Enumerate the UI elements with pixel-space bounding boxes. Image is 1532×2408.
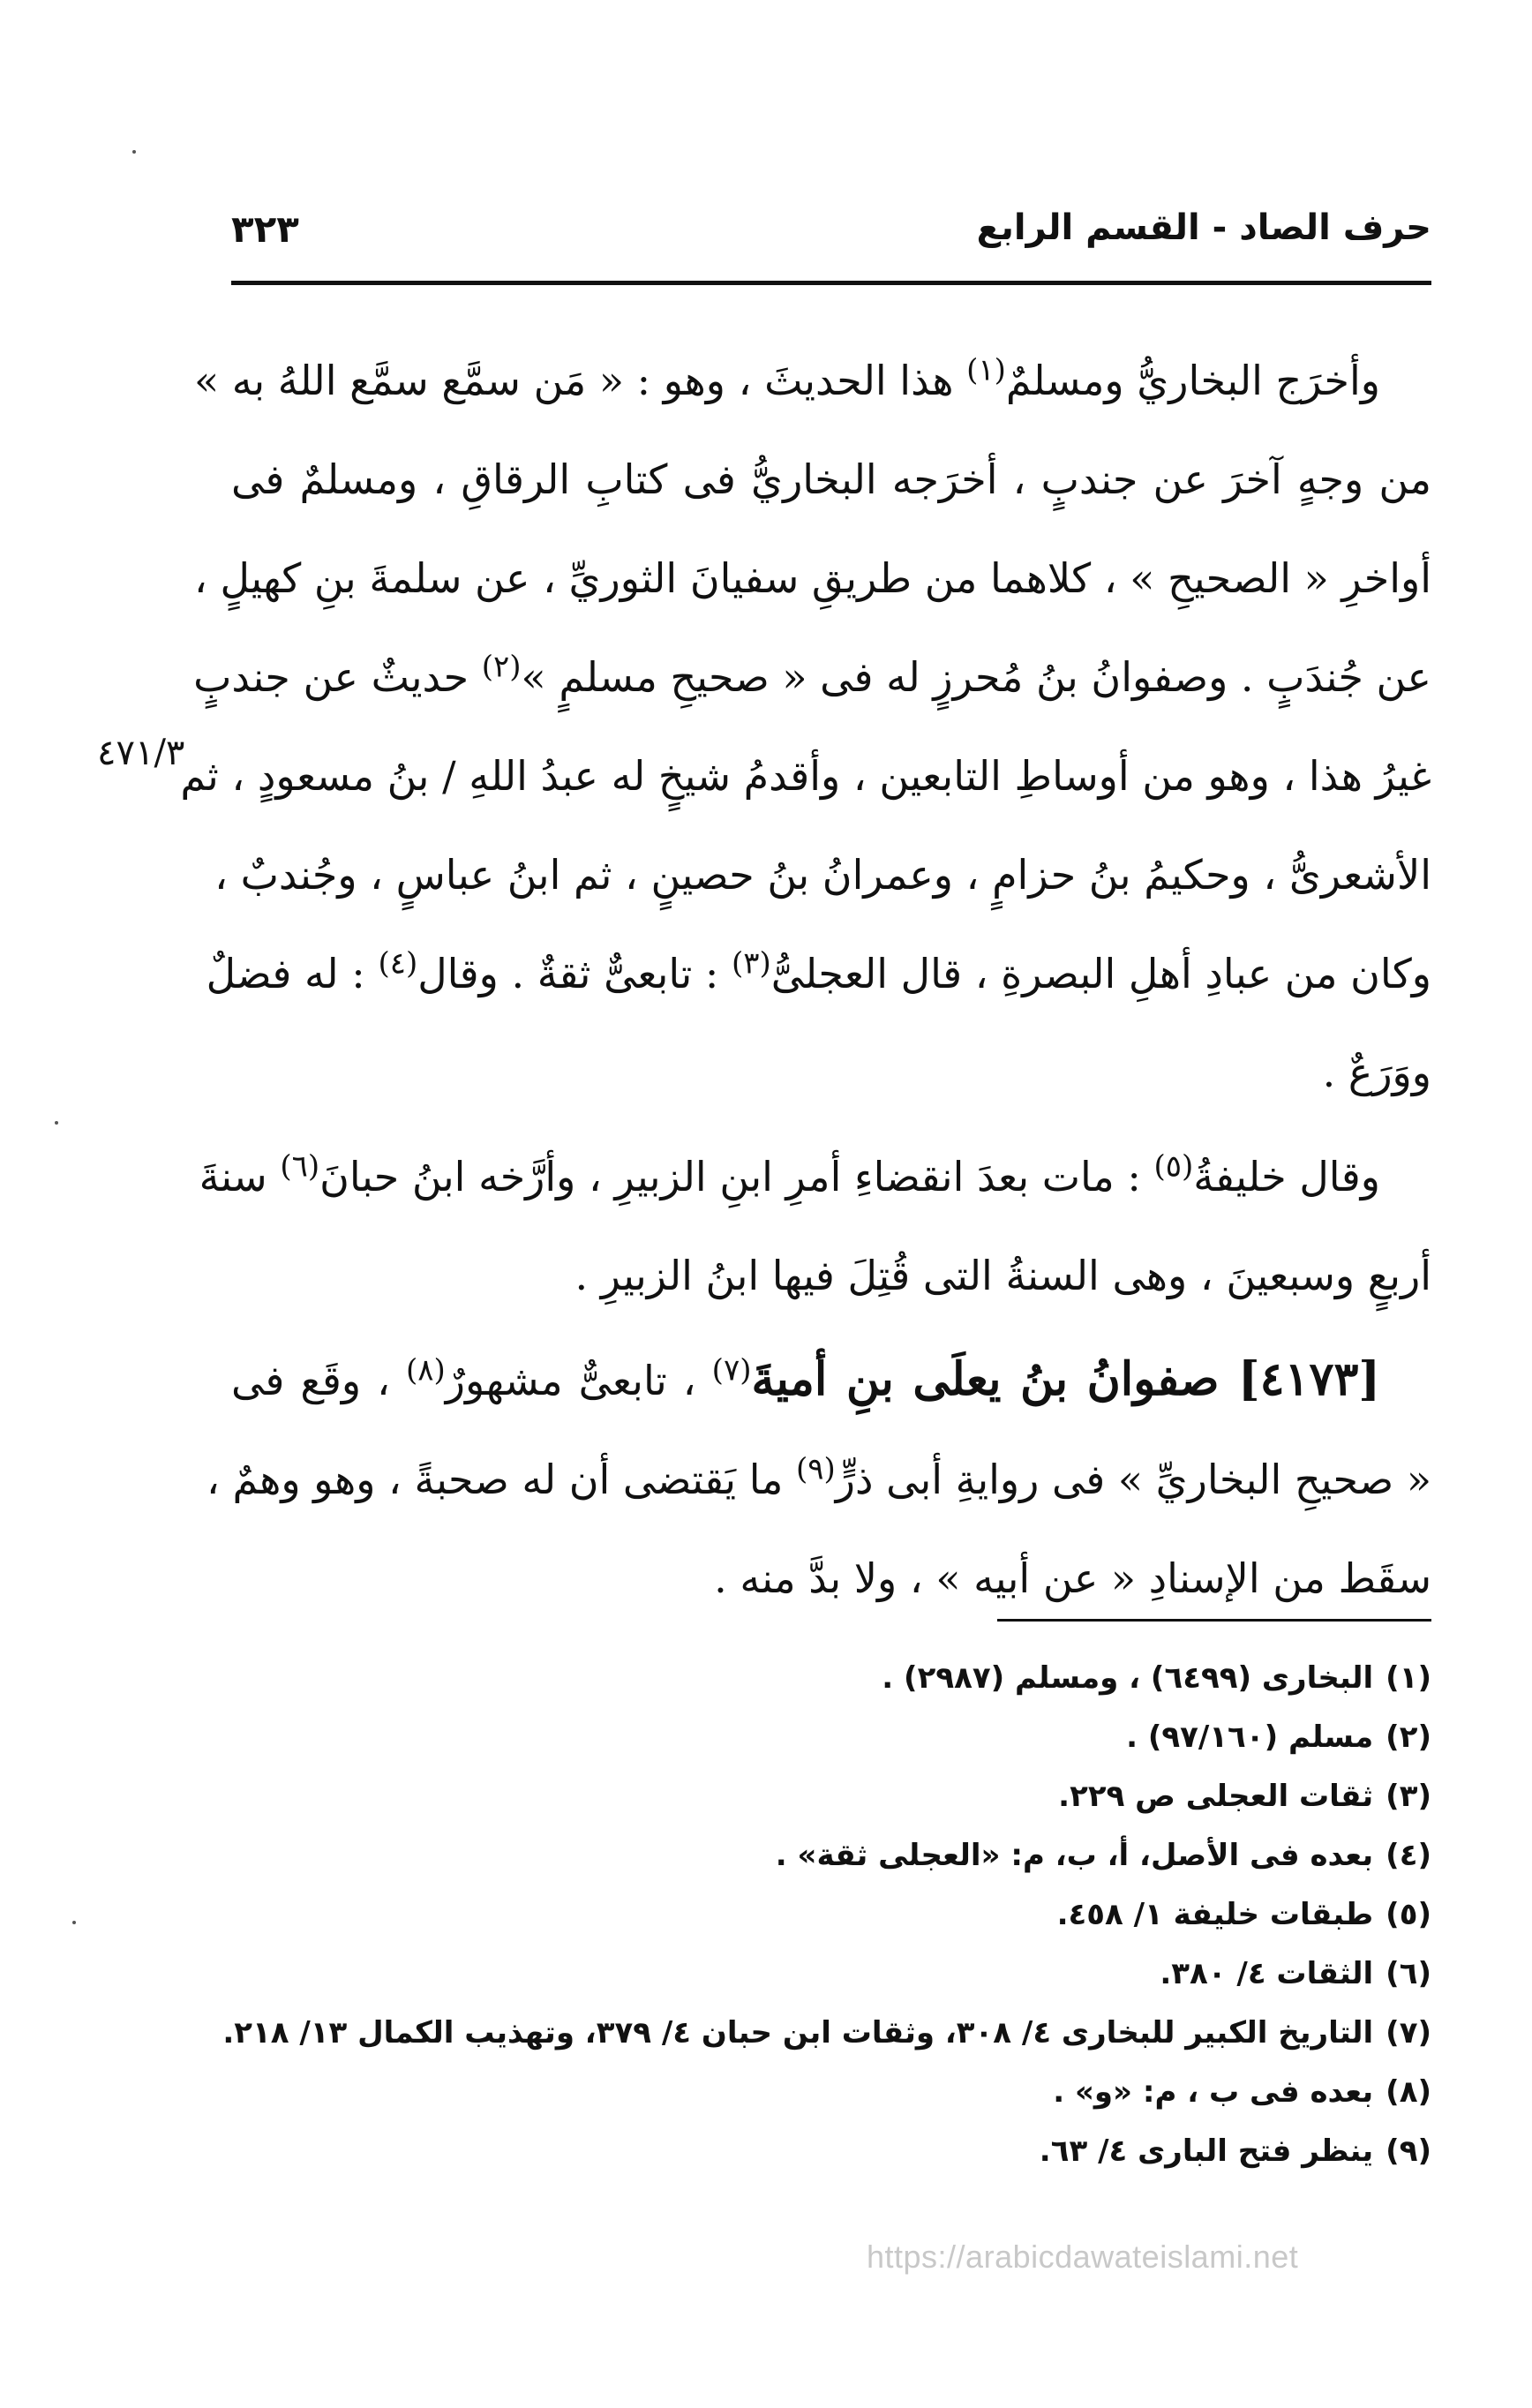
page-number: ٣٢٣	[231, 207, 299, 251]
margin-reference: ٤٧١/٣	[97, 733, 185, 773]
text-line: أواخرِ « الصحيحِ » ، كلاهما من طريقِ سفيانَ الثوريِّ ، عن سلمةَ بنِ كهيلٍ ،	[193, 554, 1431, 602]
footnote: (١)البخارى (٦٤٩٩) ، ومسلم (٢٩٨٧) .	[882, 1660, 1431, 1696]
footnote-ref[interactable]: (٦)	[280, 1148, 320, 1185]
footnote-ref[interactable]: (٥)	[1153, 1148, 1194, 1185]
footnote-ref[interactable]: (٨)	[405, 1352, 446, 1388]
entry-4173-cont	[207, 1430, 1431, 1628]
text-line: غيرُ هذا ، وهو من أوساطِ التابعين ، وأقدمُ شيخٍ له عبدُ اللهِ / بنُ مسعودٍ ، ثم	[180, 752, 1431, 800]
footnote-ref[interactable]: (٣)	[732, 945, 771, 982]
footnote: (٦)الثقات ٤/ ٣٨٠.	[1160, 1956, 1431, 1991]
footnote: (٤)بعده فى الأصل، أ، ب، م: «العجلى ثقة» .	[775, 1838, 1431, 1873]
footnote-ref[interactable]: (٢)	[481, 649, 522, 685]
text-line: عن جُندَبٍ . وصفوانُ بنُ مُحرزٍ له فى « صحيحِ مسلمٍ »$^{(٢)}$ حديثٌ عن جندبٍ	[193, 649, 1431, 701]
text-line: « صحيحِ البخاريِّ » فى روايةِ أبى ذرٍّ$^{(٩)}$ ما يَقتضى أن له صحبةً ، وهو وهمٌ ،	[207, 1451, 1431, 1503]
main-text	[180, 331, 1431, 1633]
paragraph-2	[199, 1127, 1431, 1226]
page-header	[231, 207, 1431, 269]
footnote-ref[interactable]: (٧)	[711, 1352, 752, 1388]
footnotes	[222, 1649, 1431, 2181]
text-line: الأشعرىُّ ، وحكيمُ بنُ حزامٍ ، وعمرانُ بنُ حصينٍ ، ثم ابنُ عباسٍ ، وجُندبٌ ،	[214, 851, 1431, 899]
entry-4173	[231, 1330, 1431, 1430]
paragraph-2-cont	[231, 1226, 1431, 1325]
footnote: (٣)ثقات العجلى ص ٢٢٩.	[1058, 1779, 1431, 1814]
text-line: وكان من عبادِ أهلِ البصرةِ ، قال العجلىُّ$^{(٣)}$ : تابعىٌّ ثقةٌ . وقال$^{(٤)}$ : له فضلٌ	[206, 945, 1431, 997]
paragraph-1-cont	[180, 430, 1431, 1122]
text-line: أربعٍ وسبعينَ ، وهى السنةُ التى قُتِلَ فيها ابنُ الزبيرِ .	[574, 1252, 1431, 1299]
footnote-ref[interactable]: (٤)	[378, 945, 418, 982]
header-rule	[231, 281, 1431, 285]
paragraph-1	[193, 331, 1431, 430]
running-title: حرف الصاد - القسم الرابع	[976, 207, 1431, 248]
scan-speck	[132, 150, 136, 154]
entry-heading: [٤١٧٣] صفوانُ بنُ يعلَى بنِ أميةَ	[751, 1352, 1380, 1406]
scan-speck	[55, 1121, 58, 1125]
footnote: (٧)التاريخ الكبير للبخارى ٤/ ٣٠٨، وثقات ابن حبان ٤/ ٣٧٩، وتهذيب الكمال ١٣/ ٢١٨.	[222, 2015, 1431, 2051]
watermark-url: https://arabicdawateislami.net	[867, 2239, 1299, 2275]
text-line: [٤١٧٣] صفوانُ بنُ يعلَى بنِ أميةَ$^{(٧)}$ ، تابعىٌّ مشهورٌ$^{(٨)}$ ، وقَع فى	[231, 1352, 1380, 1406]
scan-speck	[72, 1921, 76, 1924]
text-line: وأخرَج البخاريُّ ومسلمٌ$^{(١)}$ هذا الحديثَ ، وهو : « مَن سمَّع سمَّع اللهُ به »	[193, 352, 1380, 404]
footnote: (٥)طبقات خليفة ١/ ٤٥٨.	[1056, 1897, 1431, 1932]
footnote: (٨)بعده فى ب ، م: «و» .	[1053, 2074, 1431, 2110]
text-line: سقَط من الإسنادِ « عن أبيه » ، ولا بدَّ منه .	[714, 1554, 1431, 1602]
text-line: وقال خليفةُ$^{(٥)}$ : مات بعدَ انقضاءِ أمرِ ابنِ الزبيرِ ، وأرَّخه ابنُ حبانَ$^{(٦)}$ سنةَ	[199, 1148, 1380, 1200]
footnote-rule	[997, 1619, 1431, 1622]
text-line: من وجهٍ آخرَ عن جندبٍ ، أخرَجه البخاريُّ فى كتابِ الرقاقِ ، ومسلمٌ فى	[231, 455, 1431, 503]
footnote-ref[interactable]: (١)	[966, 352, 1006, 388]
footnote: (٢)مسلم (٩٧/١٦٠) .	[1126, 1719, 1431, 1755]
footnote: (٩)ينظر فتح البارى ٤/ ٦٣.	[1039, 2133, 1431, 2169]
footnote-ref[interactable]: (٩)	[796, 1451, 836, 1487]
text-line: ووَرَعٌ .	[1322, 1049, 1431, 1096]
